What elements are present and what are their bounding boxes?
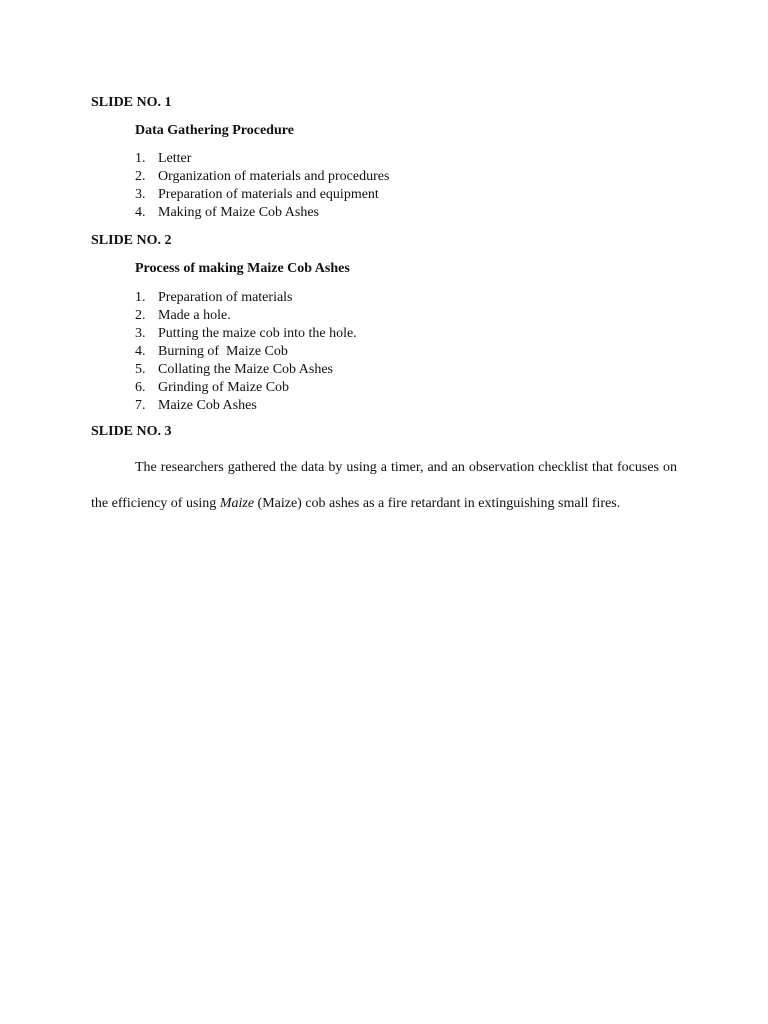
list-item [135, 186, 389, 204]
slide-2-subheading: Process of making Maize Cob Ashes [135, 261, 350, 276]
slide-1-subheading: Data Gathering Procedure [135, 123, 294, 138]
slide-1-heading: SLIDE NO. 1 [91, 95, 172, 110]
list-item-number: 4. [135, 205, 146, 220]
list-item [135, 343, 357, 361]
list-item [135, 397, 357, 415]
list-item [135, 307, 357, 325]
list-item-text: Letter [158, 151, 192, 166]
list-item [135, 325, 357, 343]
list-item [135, 150, 389, 168]
paragraph-text-after: (Maize) cob ashes as a fire retardant in extinguishing small fires. [254, 496, 621, 511]
list-item-number: 1. [135, 290, 146, 305]
list-item-number: 6. [135, 380, 146, 395]
list-item-text: Making of Maize Cob Ashes [158, 205, 319, 220]
list-item-number: 3. [135, 187, 146, 202]
list-item [135, 361, 357, 379]
list-item-text: Made a hole. [158, 308, 231, 323]
list-item [135, 289, 357, 307]
list-item [135, 204, 389, 222]
slide-1-list [135, 150, 389, 222]
list-item [135, 379, 357, 397]
slide-3-heading: SLIDE NO. 3 [91, 424, 172, 439]
list-item-text: Collating the Maize Cob Ashes [158, 362, 333, 377]
list-item-number: 2. [135, 308, 146, 323]
list-item-number: 2. [135, 169, 146, 184]
slide-2-heading: SLIDE NO. 2 [91, 233, 172, 248]
list-item-text: Preparation of materials and equipment [158, 187, 379, 202]
list-item-number: 7. [135, 398, 146, 413]
list-item-text: Preparation of materials [158, 290, 293, 305]
list-item-number: 5. [135, 362, 146, 377]
list-item-number: 4. [135, 344, 146, 359]
paragraph-text-before: The researchers gathered the data by using a timer, and an observation checklist that focuses on the efficiency of using [91, 460, 677, 511]
list-item-text: Organization of materials and procedures [158, 169, 390, 184]
list-item-text: Putting the maize cob into the hole. [158, 326, 357, 341]
slide-3-paragraph [91, 450, 677, 522]
list-item-text: Burning of Maize Cob [158, 344, 288, 359]
list-item-number: 1. [135, 151, 146, 166]
paragraph-text-italic: Maize [219, 496, 255, 511]
slide-2-list [135, 289, 357, 415]
list-item-number: 3. [135, 326, 146, 341]
list-item-text: Grinding of Maize Cob [158, 380, 290, 395]
list-item-text: Maize Cob Ashes [158, 398, 257, 413]
list-item [135, 168, 389, 186]
